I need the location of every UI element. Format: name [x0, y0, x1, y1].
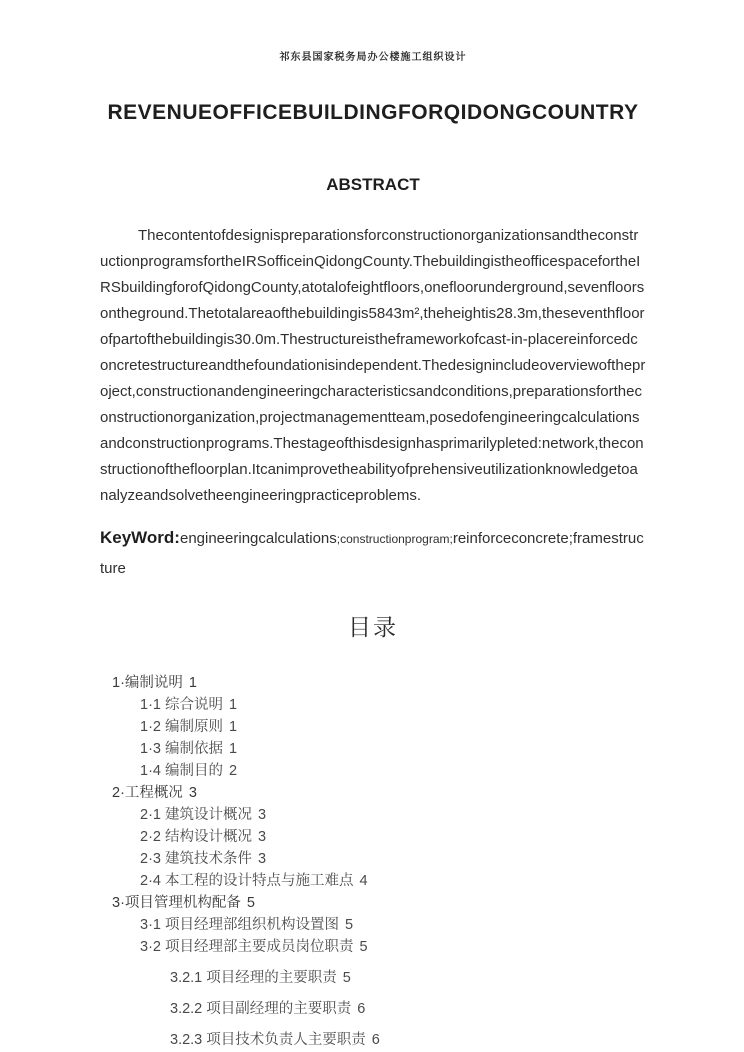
toc-item[interactable]	[112, 870, 646, 892]
keywords-part2: ;constructionprogram;	[336, 532, 453, 546]
toc-item[interactable]	[112, 826, 646, 848]
document-title: REVENUEOFFICEBUILDINGFORQIDONGCOUNTRY	[107, 101, 639, 124]
keyword-line	[100, 523, 646, 583]
toc-page-number: 5	[342, 970, 351, 986]
toc-item-text: 2·1 建筑设计概况	[140, 807, 252, 823]
toc-page-number: 1	[229, 697, 238, 713]
toc-item[interactable]	[112, 804, 646, 826]
toc-item-text: 3·项目管理机构配备	[112, 895, 241, 911]
toc-page-number: 3	[258, 851, 267, 867]
toc-item[interactable]	[112, 892, 646, 914]
toc-item-text: 3.2.1 项目经理的主要职责	[170, 970, 337, 986]
toc-item-text: 2·3 建筑技术条件	[140, 851, 252, 867]
toc-page-number: 1	[229, 719, 238, 735]
toc-page-number: 5	[246, 895, 255, 911]
page-header-title: 祁东县国家税务局办公楼施工组织设计	[279, 52, 467, 63]
toc-item-text: 1·2 编制原则	[140, 719, 223, 735]
toc-item[interactable]	[112, 782, 646, 804]
toc-page-number: 5	[345, 917, 354, 933]
toc-item[interactable]	[112, 914, 646, 936]
toc-page-number: 1	[188, 675, 197, 691]
toc-list	[100, 672, 646, 1051]
toc-page-number: 5	[359, 939, 368, 955]
toc-item[interactable]	[112, 672, 646, 694]
toc-page-number: 4	[359, 873, 368, 889]
toc-item-text: 1·1 综合说明	[140, 697, 223, 713]
toc-item-text: 3.2.3 项目技术负责人主要职责	[170, 1032, 366, 1048]
toc-item[interactable]	[112, 848, 646, 870]
toc-item-text: 3.2.2 项目副经理的主要职责	[170, 1001, 352, 1017]
toc-title: 目录	[348, 615, 398, 640]
toc-item[interactable]	[112, 998, 646, 1020]
toc-page-number: 2	[229, 763, 238, 779]
toc-item-text: 3·2 项目经理部主要成员岗位职责	[140, 939, 354, 955]
keyword-label: KeyWord:	[100, 528, 180, 547]
toc-item[interactable]	[112, 760, 646, 782]
keywords-part3: reinforceconcrete;framestructure	[100, 530, 644, 577]
toc-item[interactable]	[112, 738, 646, 760]
toc-item-text: 3·1 项目经理部组织机构设置图	[140, 917, 339, 933]
toc-item[interactable]	[112, 936, 646, 958]
abstract-heading: ABSTRACT	[326, 175, 420, 194]
toc-item[interactable]	[112, 694, 646, 716]
toc-item-text: 1·3 编制依据	[140, 741, 223, 757]
toc-item-text: 1·编制说明	[112, 675, 183, 691]
toc-item-text: 2·2 结构设计概况	[140, 829, 252, 845]
keywords-part1: engineeringcalculations	[179, 530, 337, 547]
toc-item[interactable]	[112, 716, 646, 738]
abstract-paragraph: ThecontentofdesignispreparationsforconstructionorganizationsandtheconstructionprogramsfortheIRSofficeinQidongCounty.ThebuildingistheofficespacefortheIRSbuildingforofQidongCounty,atotalofeightfloors,onefloorunderground,sevenfloorsontheground.Thetotalareaofthebuildingis5843m²,theheightis28.3m,theseventhfloorofpartofthebuildingis30.0m.Thestructureistheframeworkofcast-in-placereinforcedconcretestructureandthefoundationisindependent.Thedesignincludeoverviewoftheproject,constructionandengineeringcharacteristicsandconditions,preparationsfortheconstructionorganization,projectmanagementteam,posedofengineeringcalculationsandconstructionprograms.Thestageofthisdesignhasprimarilypleted:network,theconstructionofthefloorplan.Itcanimprovetheabilityofprehensiveutilizationknowledgetoanalyzeandsolvetheengineeringpracticeproblems.	[100, 227, 646, 504]
toc-page-number: 3	[258, 829, 267, 845]
toc-item-text: 2·工程概况	[112, 785, 183, 801]
toc-item-text: 1·4 编制目的	[140, 763, 223, 779]
toc-item[interactable]	[112, 1029, 646, 1051]
toc-item-text: 2·4 本工程的设计特点与施工难点	[140, 873, 354, 889]
toc-page-number: 3	[188, 785, 197, 801]
toc-item[interactable]	[112, 967, 646, 989]
toc-page-number: 3	[258, 807, 267, 823]
toc-page-number: 6	[357, 1001, 366, 1017]
toc-page-number: 6	[371, 1032, 380, 1048]
toc-page-number: 1	[229, 741, 238, 757]
